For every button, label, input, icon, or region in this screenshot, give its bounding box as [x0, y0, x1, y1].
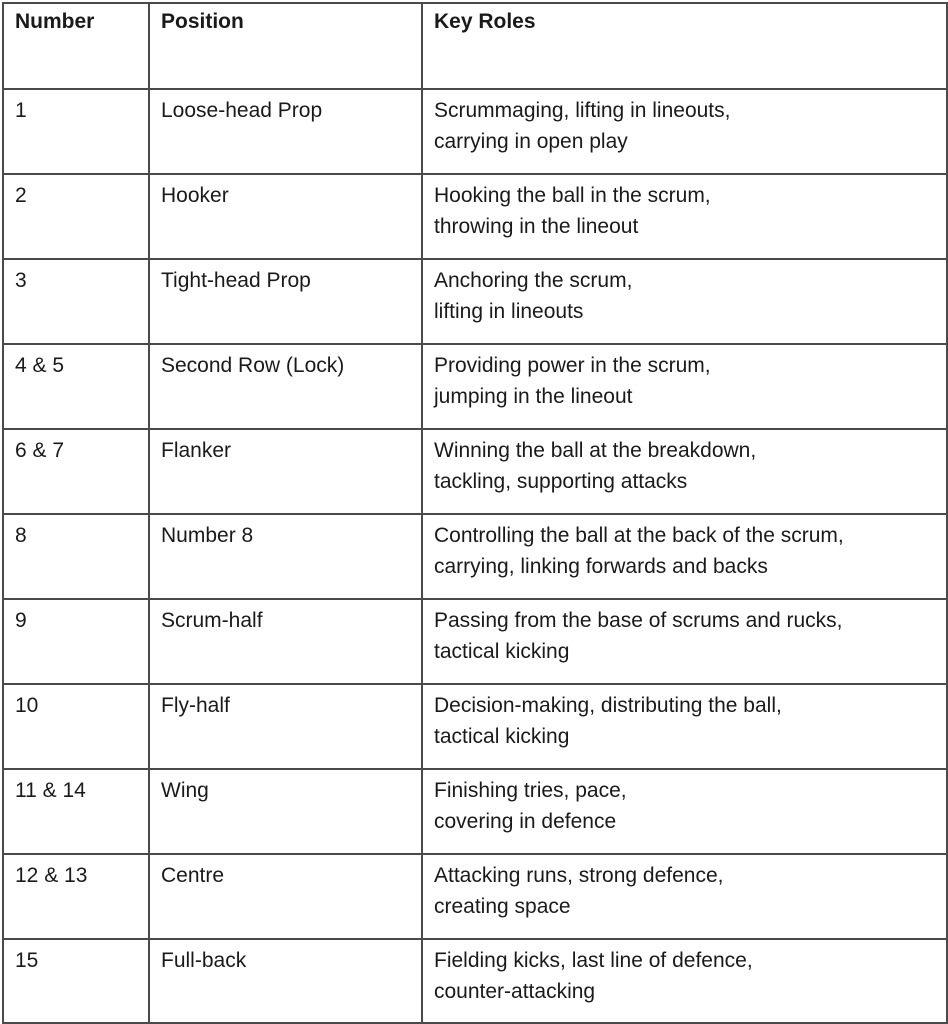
role-line: creating space: [434, 895, 571, 918]
cell-key-roles: [422, 89, 947, 174]
table-row: [3, 939, 947, 1023]
table-body: [3, 89, 947, 1023]
cell-key-roles: [422, 854, 947, 939]
role-line: Passing from the base of scrums and rucks,: [434, 609, 843, 632]
cell-position: Flanker: [149, 429, 422, 514]
cell-key-roles: [422, 174, 947, 259]
header-number: Number: [3, 3, 149, 89]
role-line: Decision-making, distributing the ball,: [434, 694, 782, 717]
table-row: [3, 854, 947, 939]
role-line: tackling, supporting attacks: [434, 470, 688, 493]
role-line: tactical kicking: [434, 725, 570, 748]
role-line: covering in defence: [434, 810, 617, 833]
cell-key-roles: [422, 684, 947, 769]
table-row: [3, 259, 947, 344]
cell-number: 15: [3, 939, 149, 1023]
table-row: [3, 174, 947, 259]
cell-number: 10: [3, 684, 149, 769]
header-key-roles: Key Roles: [422, 3, 947, 89]
cell-key-roles: [422, 769, 947, 854]
table-row: [3, 769, 947, 854]
role-line: Winning the ball at the breakdown,: [434, 439, 757, 462]
cell-number: 1: [3, 89, 149, 174]
header-row: [3, 3, 947, 89]
role-line: Fielding kicks, last line of defence,: [434, 949, 753, 972]
role-line: jumping in the lineout: [434, 385, 633, 408]
table-row: [3, 684, 947, 769]
cell-position: Fly-half: [149, 684, 422, 769]
cell-number: 6 & 7: [3, 429, 149, 514]
table-row: [3, 599, 947, 684]
role-line: carrying in open play: [434, 130, 628, 153]
cell-key-roles: [422, 599, 947, 684]
table-row: [3, 89, 947, 174]
cell-number: 9: [3, 599, 149, 684]
role-line: Finishing tries, pace,: [434, 779, 627, 802]
cell-position: Number 8: [149, 514, 422, 599]
table-row: [3, 514, 947, 599]
role-line: Attacking runs, strong defence,: [434, 864, 724, 887]
cell-position: Tight-head Prop: [149, 259, 422, 344]
header-position: Position: [149, 3, 422, 89]
role-line: Hooking the ball in the scrum,: [434, 184, 711, 207]
cell-number: 11 & 14: [3, 769, 149, 854]
cell-key-roles: [422, 514, 947, 599]
role-line: carrying, linking forwards and backs: [434, 555, 768, 578]
cell-key-roles: [422, 429, 947, 514]
table-row: [3, 344, 947, 429]
cell-position: Loose-head Prop: [149, 89, 422, 174]
table-row: [3, 429, 947, 514]
role-line: counter-attacking: [434, 980, 596, 1003]
cell-position: Hooker: [149, 174, 422, 259]
cell-key-roles: [422, 344, 947, 429]
cell-number: 3: [3, 259, 149, 344]
cell-number: 2: [3, 174, 149, 259]
role-line: Anchoring the scrum,: [434, 269, 633, 292]
cell-position: Scrum-half: [149, 599, 422, 684]
cell-position: Second Row (Lock): [149, 344, 422, 429]
cell-number: 4 & 5: [3, 344, 149, 429]
cell-key-roles: [422, 939, 947, 1023]
role-line: Scrummaging, lifting in lineouts,: [434, 99, 731, 122]
cell-position: Wing: [149, 769, 422, 854]
cell-number: 12 & 13: [3, 854, 149, 939]
role-line: tactical kicking: [434, 640, 570, 663]
rugby-positions-table: [2, 2, 948, 1024]
role-line: lifting in lineouts: [434, 300, 584, 323]
role-line: Controlling the ball at the back of the scrum,: [434, 524, 844, 547]
cell-position: Full-back: [149, 939, 422, 1023]
role-line: throwing in the lineout: [434, 215, 639, 238]
cell-position: Centre: [149, 854, 422, 939]
cell-number: 8: [3, 514, 149, 599]
role-line: Providing power in the scrum,: [434, 354, 711, 377]
rugby-positions-table-container: [2, 2, 946, 1024]
cell-key-roles: [422, 259, 947, 344]
